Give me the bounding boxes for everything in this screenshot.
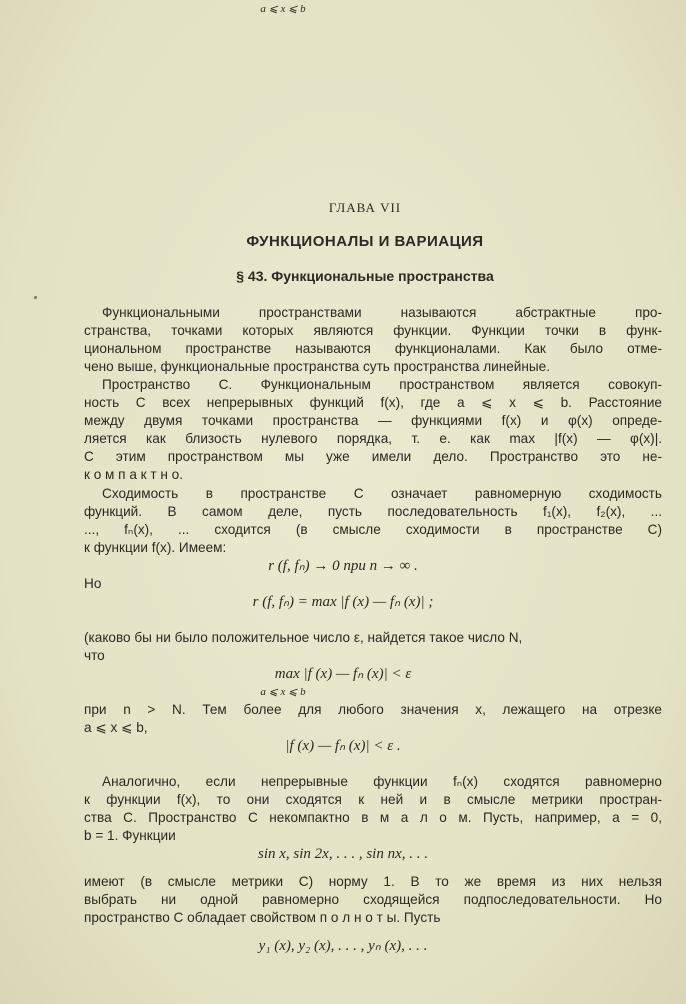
display-formula: max |f (x) — fₙ (x)| < ε (274, 666, 412, 682)
text-line: Аналогично, если непрерывные функции fₙ(x) сходятся равномерно (102, 774, 662, 789)
chapter-heading: ГЛАВА VII (328, 200, 402, 215)
text-line: выбрать ни одной равномерно сходящейся подпоследовательности. Но (84, 892, 662, 907)
section-heading: § 43. Функциональные пространства (236, 268, 494, 284)
display-formula: r (f, fₙ) → 0 при n → ∞ . (268, 558, 418, 574)
text-line: имеют (в смысле метрики C) норму 1. В то же время из них нельзя (84, 874, 662, 889)
formula-subscript: a ⩽ x ⩽ b (260, 3, 306, 15)
text-line: a ⩽ x ⩽ b, (84, 720, 148, 735)
text-line: (каково бы ни было положительное число ε, найдется такое число N, (84, 630, 523, 645)
text-line: при n > N. Тем более для любого значения x, лежащего на отрезке (84, 702, 662, 717)
text-line: чено выше, функциональные пространства суть пространства линейные. (84, 359, 551, 374)
display-formula: |f (x) — fₙ (x)| < ε . (285, 738, 401, 754)
text-line: к о м п а к т н о. (84, 467, 184, 482)
scan-speck (34, 296, 37, 299)
chapter-title: ФУНКЦИОНАЛЫ И ВАРИАЦИЯ (246, 233, 484, 250)
text-line: b = 1. Функции (84, 828, 176, 843)
text-line: ляется как близость нулевого порядка, т. е. как max |f(x) — φ(x)|. (84, 431, 662, 446)
text-line: Сходимость в пространстве C означает равномерную сходимость (102, 486, 662, 501)
text-line: странства, точками которых являются функции. Функции точки в функ- (84, 323, 662, 338)
text-line: Функциональными пространствами называются абстрактные про- (102, 305, 662, 320)
text-line: ..., fₙ(x), ... сходится (в смысле сходимости в пространстве C) (84, 522, 662, 537)
text-line: пространство C обладает свойством п о л н о т ы. Пусть (84, 910, 441, 925)
text-line: циональном пространстве называются функционалами. Как было отме- (84, 341, 662, 356)
display-formula: r (f, fₙ) = max |f (x) — fₙ (x)| ; (252, 594, 434, 610)
text-line: к функции f(x), то они сходятся к ней и в смысле метрики простран- (84, 792, 662, 807)
text-line: между двумя точками пространства — функциями f(x) и φ(x) опреде- (84, 413, 662, 428)
text-line: Но (84, 576, 102, 591)
text-line: функций. В самом деле, пусть последовательность f₁(x), f₂(x), ... (84, 504, 662, 519)
display-formula: sin x, sin 2x, . . . , sin nx, . . . (258, 846, 428, 862)
text-line: Пространство C. Функциональным пространством является совокуп- (102, 377, 662, 392)
text-line: ства C. Пространство C некомпактно в м а л о м. Пусть, например, a = 0, (84, 810, 662, 825)
text-line: что (84, 648, 105, 663)
formula-subscript: a ⩽ x ⩽ b (260, 686, 306, 698)
text-line: ность C всех непрерывных функций f(x), где a ⩽ x ⩽ b. Расстояние (84, 395, 662, 410)
text-line: С этим пространством мы уже имели дело. Пространство это не- (84, 449, 662, 464)
display-formula: y₁ (x), y₂ (x), . . . , yₙ (x), . . . (258, 938, 428, 954)
text-line: к функции f(x). Имеем: (84, 540, 227, 555)
